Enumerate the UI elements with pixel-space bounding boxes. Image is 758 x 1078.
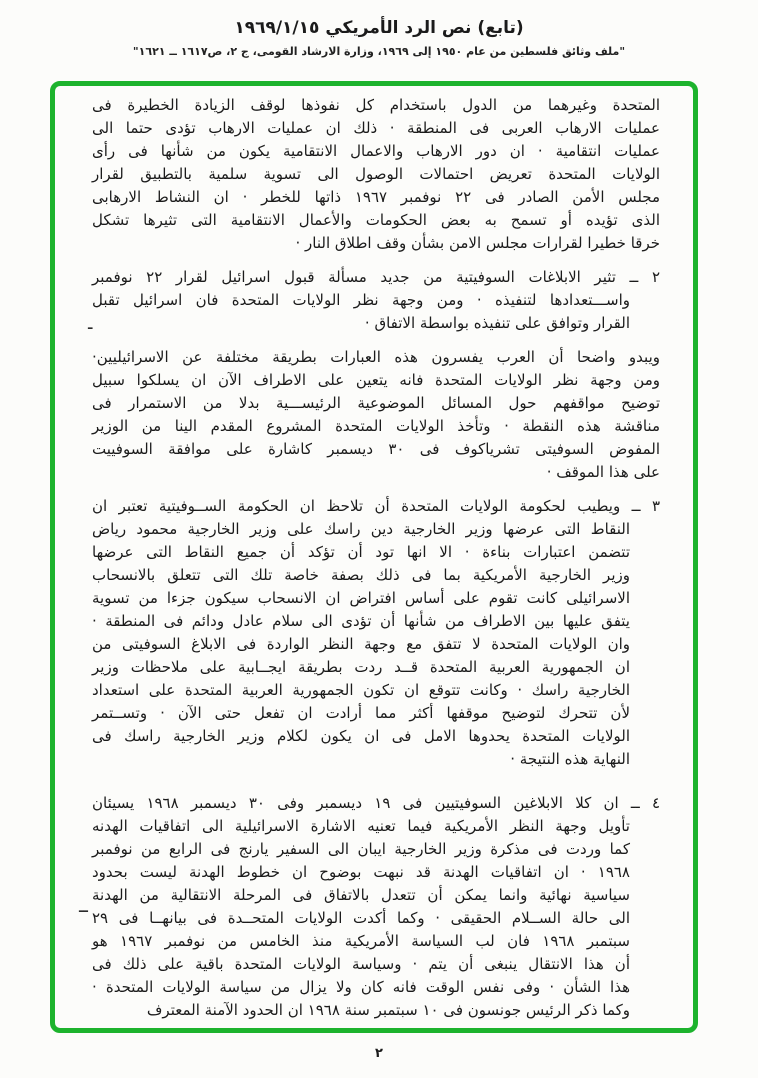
- text-line: المتحدة وغيرهما من الدول باستخدام كل نفوذها لوقف الزيادة الخطيرة فى: [92, 96, 660, 114]
- numbered-paragraph: [92, 495, 660, 771]
- numbered-paragraph: [92, 266, 660, 335]
- text-line: تأويل وجهة النظر الأمريكية فيما تعنيه الاشارة الاسرائيلية الى اتفاقيات الهدنه: [92, 817, 630, 835]
- text-line: سياسية نهائية وانما يمكن أن تتعدل بالاتفاق فى المرحلة الانتقالية من الهدنة: [92, 886, 630, 904]
- text-line: ان الجمهورية العربية المتحدة قــد ردت بطريقة ايجــابية على ملاحظات وزير: [92, 658, 630, 676]
- text-line: يتفق عليها بين الاطراف من شأنها أن تؤدى الى سلام عادل ودائم فى المنطقة ·: [92, 612, 630, 630]
- source-citation: "ملف وثائق فلسطين من عام ١٩٥٠ إلى ١٩٦٩، وزارة الارشاد القومى، ج ٢، ص١٦١٧ ــ ١٦٢١": [132, 45, 626, 58]
- text-line: وان الولايات المتحدة لا تتفق مع وجهة النظر الواردة فى الابلاغ السوفيتى من: [92, 635, 630, 653]
- text-line: مناقشة هذه النقطة · وتأخذ الولايات المتحدة المشروع المقدم الينا من الوزير: [92, 417, 660, 435]
- numbered-paragraph: [92, 792, 660, 1022]
- text-line: النقاط التى عرضها وزير الخارجية دين راسك على وزير الخارجية محمود رياض: [92, 520, 630, 538]
- text-line: عمليات الارهاب العربى فى المنطقة · ذلك ان عمليات الارهاب تؤدى حتما الى: [92, 119, 660, 137]
- text-line: المفوض السوفيتى تشرياكوف فى ٣٠ ديسمبر كاشارة على موافقة السوفييت: [92, 440, 660, 458]
- document-body: [92, 94, 660, 1022]
- margin-dash-mark: ـ: [88, 318, 93, 333]
- text-line: على هذا الموقف ·: [546, 463, 660, 481]
- text-line: ٢ ــ تثير الابلاغات السوفيتية من جديد مسألة قبول اسرائيل لقرار ٢٢ نوفمبر: [92, 268, 660, 286]
- paragraph: [92, 346, 660, 484]
- text-line: تتضمن اعتبارات بناءة · الا انها تود أن تؤكد أن جميع النقاط التى عرضها: [92, 543, 630, 561]
- text-line: القرار وتوافق على تنفيذه بواسطة الاتفاق ·: [364, 314, 630, 332]
- text-line: ١٩٦٨ · ان اتفاقيات الهدنة قد نبهت بوضوح ان خطوط الهدنة ليست بحدود: [92, 863, 630, 881]
- text-line: لأن تتحرك لتوضيح موقفها أكثر مما أرادت ان تفعل حتى الآن · وتســتمر: [92, 704, 630, 722]
- text-line: ٤ ــ ان كلا الابلاغين السوفيتيين فى ١٩ ديسمبر وفى ٣٠ ديسمبر ١٩٦٨ يسيئان: [92, 794, 661, 812]
- text-line: سبتمبر ١٩٦٨ فان لب السياسة الأمريكية منذ الخامس من نوفمبر ١٩٦٧ هو: [92, 932, 630, 950]
- text-line: ومن وجهة نظر الولايات المتحدة فانه يتعين على الاطراف الآن ان يسلكوا سبيل: [92, 371, 660, 389]
- text-line: الى حالة الســلام الحقيقى · وكما أكدت الولايات المتحــدة فى بيانهــا فى ٢٩: [92, 909, 630, 927]
- text-line: النهاية هذه النتيجة ·: [510, 750, 630, 768]
- margin-dash-mark: ــ: [79, 901, 88, 916]
- text-line: توضيح مواقفهم حول المسائل الموضوعية الرئيســـية بدلا من الاستمرار فى: [92, 394, 660, 412]
- text-line: وكما ذكر الرئيس جونسون فى ١٠ سبتمبر سنة ١٩٦٨ ان الحدود الآمنة المعترف: [146, 1001, 630, 1019]
- text-line: هذا الشأن · وفى نفس الوقت فانه كان ولا يزال من سياسة الولايات المتحدة ·: [92, 978, 630, 996]
- document-header: [0, 18, 758, 58]
- text-line: الاسرائيلى كانت تقوم على أساس افتراض ان الانسحاب سيكون جزءا من تسوية: [92, 589, 630, 607]
- text-line: مجلس الأمن الصادر فى ٢٢ نوفمبر ١٩٦٧ ذاتها للخطر · ان النشاط الارهابى: [92, 188, 661, 206]
- page-title: (تابع) نص الرد الأمريكي ١٩٦٩/١/١٥: [234, 18, 524, 38]
- text-line: الولايات المتحدة يحدوها الامل فى ان يكون لكلام وزير الخارجية راسك فى: [92, 727, 630, 745]
- text-line: الخارجية راسك · وكانت تتوقع ان تكون الجمهورية العربية المتحدة على استعداد: [92, 681, 630, 699]
- text-line: ويبدو واضحا أن العرب يفسرون هذه العبارات بطريقة مختلفة عن الاسرائيليين·: [92, 348, 660, 366]
- text-line: ٣ ــ ويطيب لحكومة الولايات المتحدة أن تلاحظ ان الحكومة الســوفيتية تعتبر ان: [92, 497, 660, 515]
- text-line: كما وردت فى مذكرة وزير الخارجية ايبان الى السفير يارنج فى الرابع من نوفمبر: [92, 840, 630, 858]
- text-line: خرقا خطيرا لقرارات مجلس الامن بشأن وقف اطلاق النار ·: [295, 234, 660, 252]
- text-line: واســـتعدادها لتنفيذه · ومن وجهة نظر الولايات المتحدة فان اسرائيل تقبل: [92, 291, 630, 309]
- paragraph: [92, 94, 660, 255]
- green-border-frame: [50, 81, 698, 1033]
- text-line: الولايات المتحدة تعريض احتمالات الوصول الى تسوية سلمية بالتطبيق لقرار: [92, 165, 660, 183]
- text-line: وزير الخارجية الأمريكية بما فى ذلك بصفة خاصة تلك التى تتعلق بالانسحاب: [92, 566, 630, 584]
- text-line: الذى تؤيده أو تسمح به بعض الحكومات والأعمال الانتقامية التى تثيرها تشكل: [92, 211, 660, 229]
- text-line: أن هذا الانتقال ينبغى أن يتم · وسياسة الولايات المتحدة باقية على ذلك فى: [92, 955, 630, 973]
- page-number: ٢: [375, 1046, 383, 1061]
- text-line: عمليات انتقامية · ان دور الارهاب والاعمال الانتقامية يكون من شأنها فى رأى: [92, 142, 660, 160]
